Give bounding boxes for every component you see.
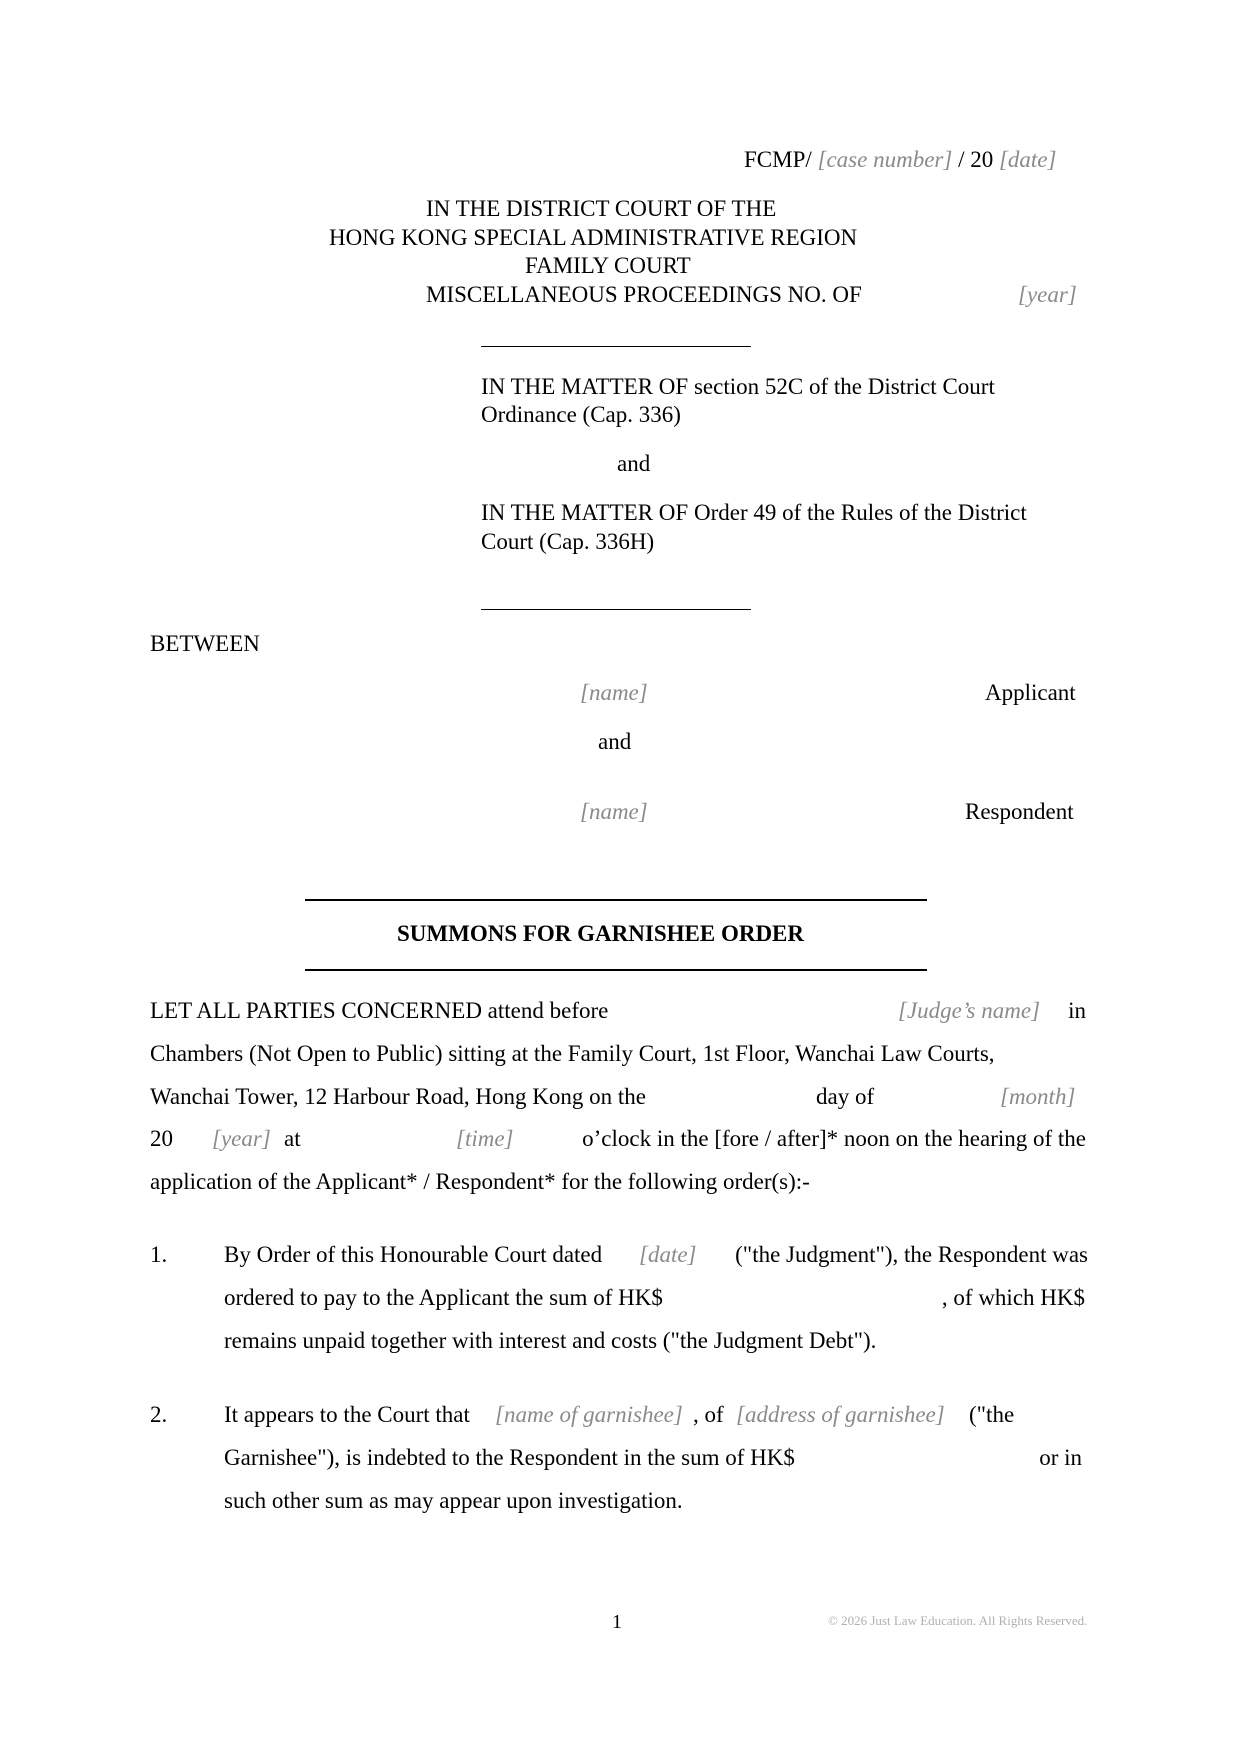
item-2-l1-the: ("the xyxy=(969,1402,1015,1427)
respondent-role: Respondent xyxy=(965,799,1074,824)
between-label: BETWEEN xyxy=(150,631,260,656)
item-1-l3-text: remains unpaid together with interest and costs ("the Judgment Debt"). xyxy=(224,1328,877,1353)
title-rule-bottom xyxy=(305,969,927,971)
divider-2 xyxy=(481,609,751,610)
intro-l1-in: in xyxy=(1068,998,1086,1023)
intro-l3-text: Wanchai Tower, 12 Harbour Road, Hong Kong on the xyxy=(150,1084,646,1109)
intro-line-5 xyxy=(150,1169,1086,1199)
item-2-l2-text: Garnishee"), is indebted to the Respondent in the sum of HK$ xyxy=(224,1445,795,1470)
matter-2-line-1: IN THE MATTER OF Order 49 of the Rules of the District xyxy=(481,500,1027,525)
garnishee-name-placeholder: [name of garnishee] xyxy=(495,1402,683,1427)
intro-l4-at: at xyxy=(284,1126,301,1151)
intro-l5-text: application of the Applicant* / Respondent* for the following order(s):- xyxy=(150,1169,810,1194)
intro-line-1 xyxy=(150,998,1086,1028)
item-2-l2-rest: or in xyxy=(1039,1445,1082,1470)
case-year-prefix: / 20 xyxy=(958,147,994,172)
divider-1 xyxy=(481,346,751,347)
title-rule-top xyxy=(305,899,927,901)
copyright-notice: © 2026 Just Law Education. All Rights Reserved. xyxy=(828,1613,1088,1628)
item-2-l1-text: It appears to the Court that xyxy=(224,1402,470,1427)
item-2-number: 2. xyxy=(150,1402,168,1427)
judge-name-placeholder: [Judge’s name] xyxy=(898,998,1041,1023)
court-line-4: MISCELLANEOUS PROCEEDINGS NO. OF xyxy=(426,282,862,307)
intro-l2-text: Chambers (Not Open to Public) sitting at the Family Court, 1st Floor, Wanchai Law Courts, xyxy=(150,1041,995,1066)
case-prefix: FCMP/ xyxy=(744,147,812,172)
item-1-l1-rest: ("the Judgment"), the Respondent was xyxy=(735,1242,1088,1267)
item-1-number: 1. xyxy=(150,1242,168,1267)
respondent-name-placeholder: [name] xyxy=(580,799,648,824)
court-line-1: IN THE DISTRICT COURT OF THE xyxy=(426,196,777,221)
applicant-name-placeholder: [name] xyxy=(580,680,648,705)
month-placeholder: [month] xyxy=(1000,1084,1076,1109)
item-1-date-placeholder: [date] xyxy=(639,1242,697,1267)
intro-l1-text: LET ALL PARTIES CONCERNED attend before xyxy=(150,998,609,1023)
page-number: 1 xyxy=(612,1611,622,1633)
document-title: SUMMONS FOR GARNISHEE ORDER xyxy=(397,921,805,946)
matter-1-line-2: Ordinance (Cap. 336) xyxy=(481,402,681,427)
item-1-line-1 xyxy=(224,1242,1088,1272)
item-1-l2-text: ordered to pay to the Applicant the sum of HK$ xyxy=(224,1285,663,1310)
item-1-line-2 xyxy=(224,1285,1085,1315)
court-year-placeholder: [year] xyxy=(1018,282,1077,307)
item-2-line-3 xyxy=(224,1488,1082,1518)
item-2-line-2 xyxy=(224,1445,1082,1475)
case-date-placeholder: [date] xyxy=(998,147,1057,172)
intro-l4-rest: o’clock in the [fore / after]* noon on the hearing of the xyxy=(582,1126,1086,1151)
court-line-3: FAMILY COURT xyxy=(525,253,691,278)
item-2-l3-text: such other sum as may appear upon investigation. xyxy=(224,1488,683,1513)
item-2-line-1 xyxy=(224,1402,1085,1432)
matter-2-line-2: Court (Cap. 336H) xyxy=(481,529,655,554)
case-number-placeholder: [case number] xyxy=(817,147,953,172)
intro-l4-century: 20 xyxy=(150,1126,173,1151)
item-1-l2-rest: , of which HK$ xyxy=(941,1285,1085,1310)
item-1-l1-text: By Order of this Honourable Court dated xyxy=(224,1242,603,1267)
item-2-l1-of: , of xyxy=(693,1402,724,1427)
applicant-role: Applicant xyxy=(985,680,1076,705)
matter-and: and xyxy=(617,451,651,476)
case-reference xyxy=(744,147,1056,173)
parties-and: and xyxy=(598,729,632,754)
intro-l3-dayof: day of xyxy=(816,1084,875,1109)
court-line-2: HONG KONG SPECIAL ADMINISTRATIVE REGION xyxy=(329,225,858,250)
item-1-line-3 xyxy=(224,1328,1085,1358)
intro-year-placeholder: [year] xyxy=(212,1126,271,1151)
intro-line-3 xyxy=(150,1084,1086,1114)
garnishee-address-placeholder: [address of garnishee] xyxy=(736,1402,945,1427)
matter-1-line-1: IN THE MATTER OF section 52C of the District Court xyxy=(481,374,995,399)
time-placeholder: [time] xyxy=(456,1126,514,1151)
intro-line-2 xyxy=(150,1041,1086,1071)
intro-line-4 xyxy=(150,1126,1086,1156)
